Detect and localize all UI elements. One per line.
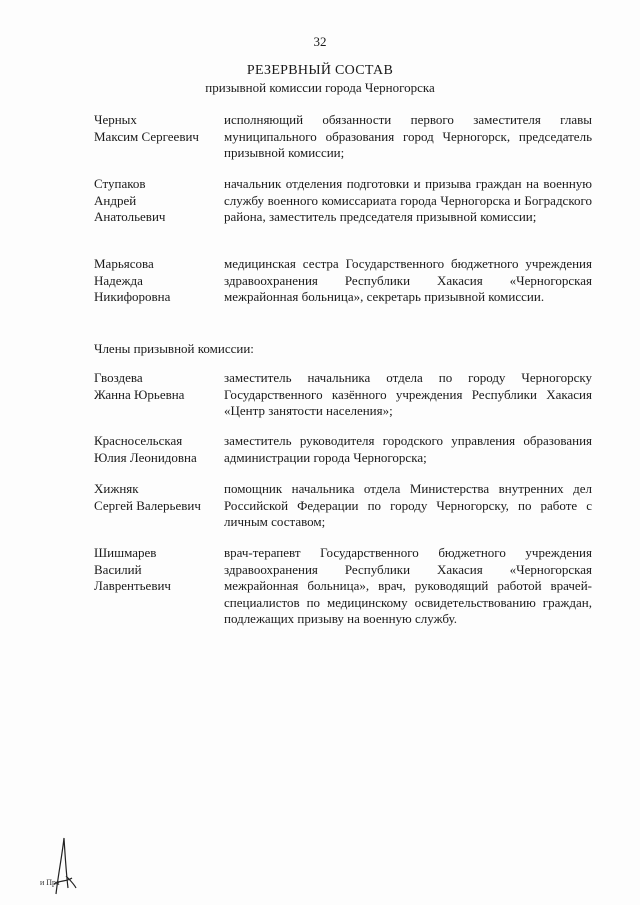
person-position: медицинская сестра Государственного бюджетного учреждения здравоохранения Республики Хакасия «Черногорская межрайонная больница», секретарь призывной комиссии. [224, 256, 592, 304]
person-position: помощник начальника отдела Министерства внутренних дел Российской Федерации по городу Черногорску, по работе с личным составом; [224, 481, 592, 529]
person-position: заместитель руководителя городского управления образования администрации города Черногорска; [224, 433, 592, 465]
signature-text: и Пра [40, 878, 60, 887]
document-title: РЕЗЕРВНЫЙ СОСТАВ [246, 63, 394, 78]
person-name: Ступаков Андрей Анатольевич [94, 176, 166, 224]
person-name: Гвоздева Жанна Юрьевна [94, 370, 185, 402]
document-subtitle: призывной комиссии города Черногорска [205, 80, 435, 95]
person-position: врач-терапевт Государственного бюджетного учреждения здравоохранения Республики Хакасия «Черногорская межрайонная больница», врач, руководящий работой врачей-специалистов по медицинскому освидетельствованию граждан, подлежащих призыву на военную службу. [224, 545, 592, 626]
page-number: 32 [313, 34, 327, 49]
person-position: исполняющий обязанности первого заместителя главы муниципального образования город Черногорск, председатель призывной комиссии; [224, 112, 592, 160]
members-heading: Члены призывной комиссии: [94, 341, 254, 356]
person-name: Марьясова Надежда Никифоровна [94, 256, 171, 304]
person-name: Черных Максим Сергеевич [94, 112, 199, 144]
person-position: начальник отделения подготовки и призыва граждан на военную службу военного комиссариата города Черногорска и Боградского района, заместитель председателя призывной комиссии; [224, 176, 592, 224]
person-position: заместитель начальника отдела по городу Черногорску Государственного казённого учреждения Республики Хакасия «Центр занятости населения»; [224, 370, 592, 418]
person-name: Красносельская Юлия Леонидовна [94, 433, 197, 465]
person-name: Шишмарев Василий Лаврентьевич [94, 545, 171, 593]
handwritten-signature [36, 836, 86, 896]
person-name: Хижняк Сергей Валерьевич [94, 481, 201, 513]
